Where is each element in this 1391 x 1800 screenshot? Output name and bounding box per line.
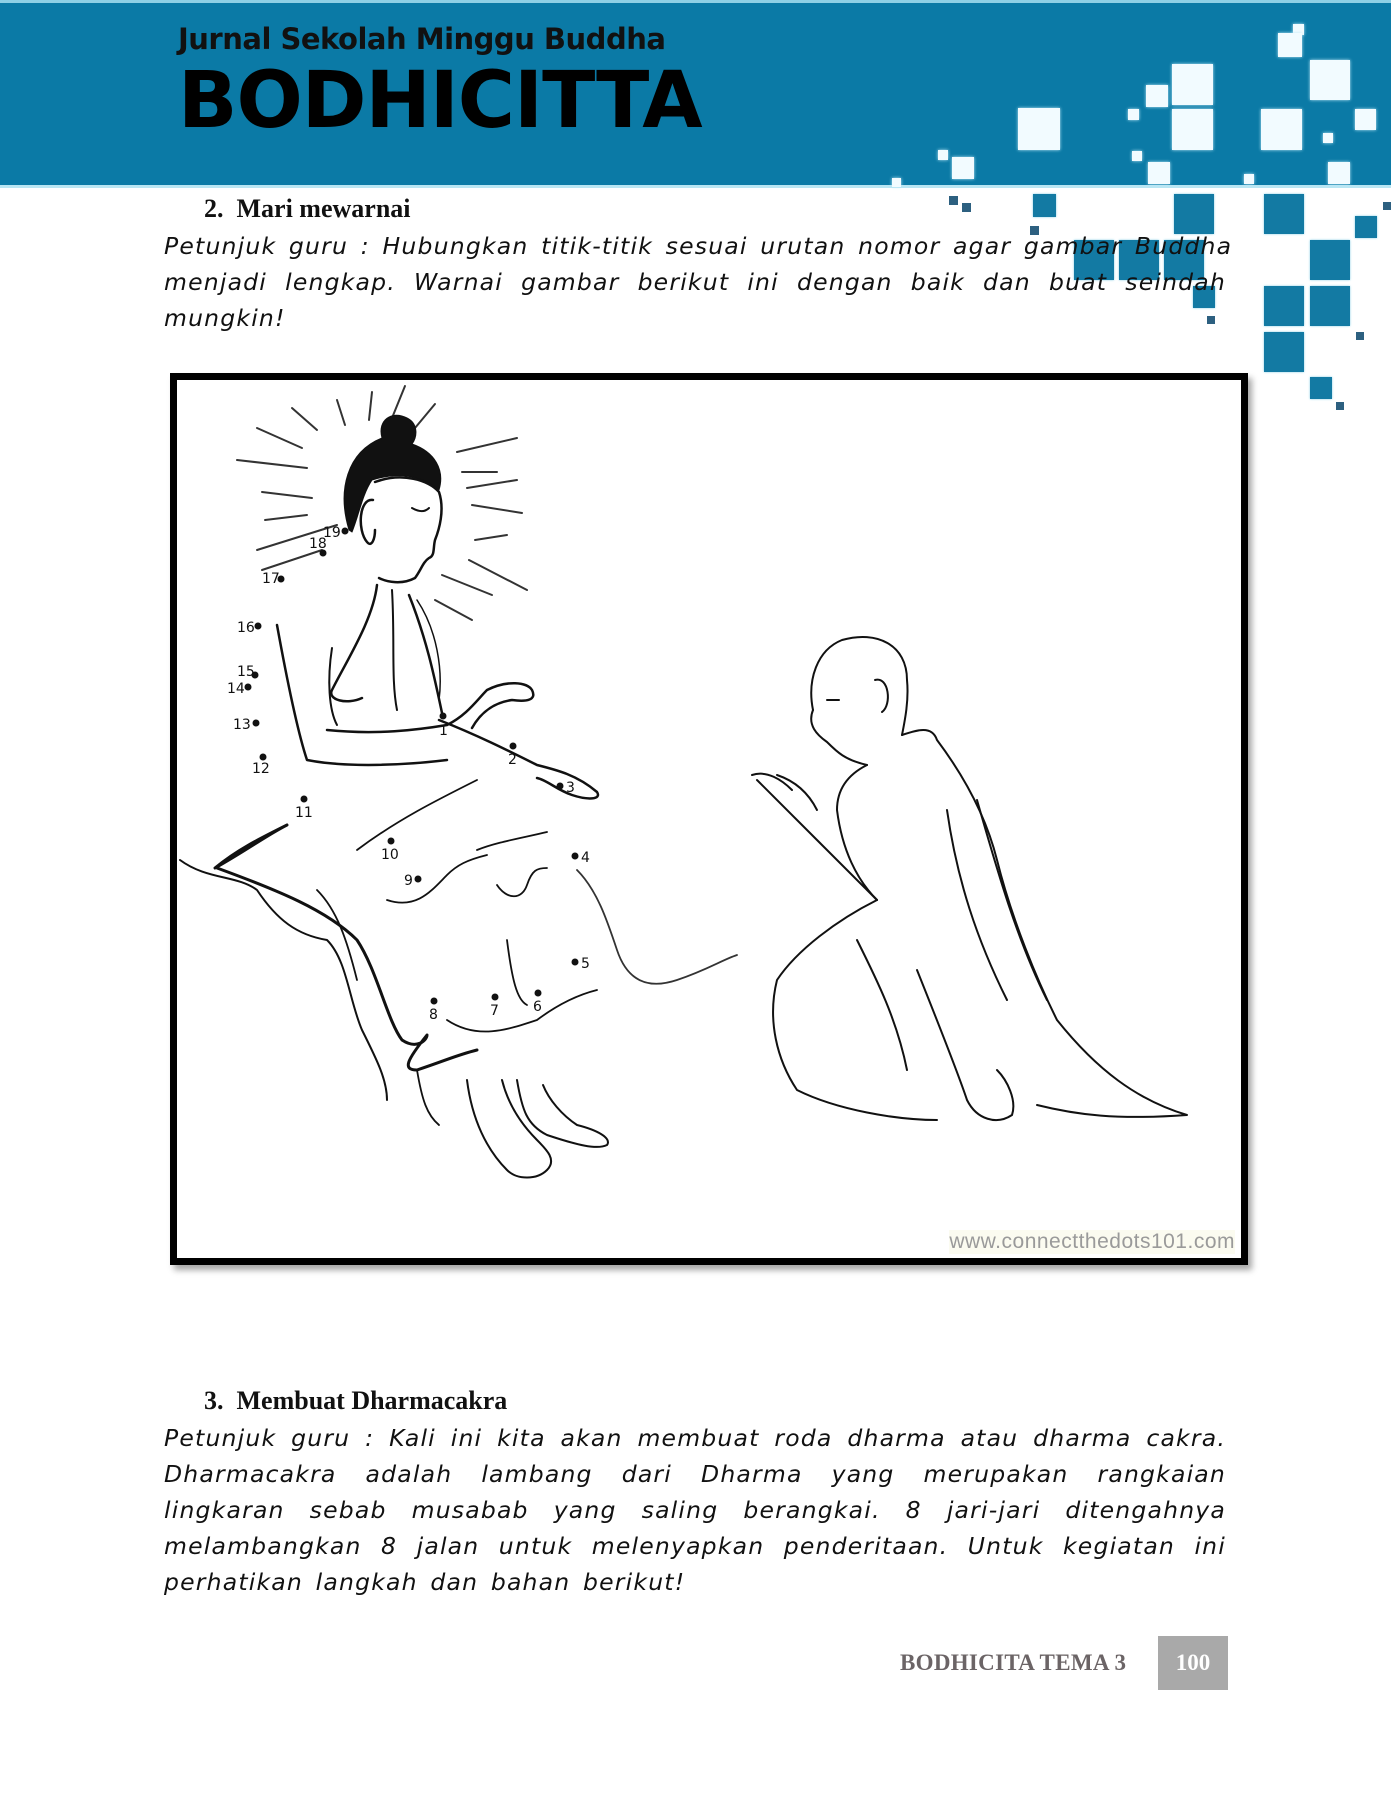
footer-label: BODHICITA TEMA 3: [900, 1650, 1127, 1675]
section-2-heading: [204, 194, 411, 224]
journal-title: BODHICITTA: [178, 56, 702, 146]
svg-text:12: 12: [252, 761, 270, 777]
instruction-line: perhatikan langkah dan bahan berikut!: [164, 1568, 686, 1596]
buddha-monk-drawing: [177, 380, 1241, 1258]
instruction-line: Dharmacakra adalah lambang dari Dharma yang merupakan rangkaian: [164, 1460, 1226, 1488]
svg-text:11: 11: [295, 805, 313, 821]
svg-text:3: 3: [566, 780, 575, 796]
instruction-line: Petunjuk guru : Hubungkan titik-titik sesuai urutan nomor agar gambar Buddha: [164, 232, 1233, 260]
svg-text:2: 2: [508, 752, 517, 768]
svg-text:6: 6: [533, 999, 542, 1015]
instruction-line: melambangkan 8 jalan untuk melenyapkan penderitaan. Untuk kegiatan ini: [164, 1532, 1226, 1560]
section-title: Membuat Dharmacakra: [236, 1386, 508, 1415]
svg-text:16: 16: [237, 620, 255, 636]
svg-text:5: 5: [581, 956, 590, 972]
svg-text:18: 18: [309, 536, 327, 552]
svg-text:10: 10: [381, 847, 399, 863]
section-title: Mari mewarnai: [236, 194, 411, 223]
instruction-line: menjadi lengkap. Warnai gambar berikut ini dengan baik dan buat seindah: [164, 268, 1226, 296]
svg-text:13: 13: [233, 717, 251, 733]
instruction-line: mungkin!: [164, 304, 286, 332]
section-2-instruction: [164, 228, 1233, 336]
svg-text:9: 9: [404, 873, 413, 889]
svg-text:19: 19: [323, 525, 341, 541]
halo-rays-icon: [237, 386, 527, 620]
watermark-text: www.connectthedots101.com: [949, 1230, 1235, 1253]
svg-text:15: 15: [237, 664, 255, 680]
instruction-line: lingkaran sebab musabab yang saling berangkai. 8 jari-jari ditengahnya: [164, 1496, 1226, 1524]
numbered-dots: [227, 525, 590, 1023]
instruction-line: Petunjuk guru : Kali ini kita akan membuat roda dharma atau dharma cakra.: [164, 1424, 1226, 1452]
journal-name: Jurnal Sekolah Minggu Buddha: [178, 22, 666, 56]
connect-the-dots-illustration: [170, 373, 1248, 1265]
page-number: 100: [1158, 1636, 1228, 1690]
svg-text:4: 4: [581, 850, 590, 866]
monk-figure-icon: [752, 637, 1187, 1120]
section-3-heading: [204, 1386, 507, 1416]
section-number: 3.: [204, 1386, 224, 1415]
section-3-instruction: [164, 1420, 1226, 1600]
svg-text:1: 1: [439, 723, 448, 739]
svg-text:17: 17: [262, 571, 280, 587]
svg-text:7: 7: [490, 1003, 499, 1019]
section-number: 2.: [204, 194, 224, 223]
svg-text:8: 8: [429, 1007, 438, 1023]
svg-text:14: 14: [227, 681, 245, 697]
